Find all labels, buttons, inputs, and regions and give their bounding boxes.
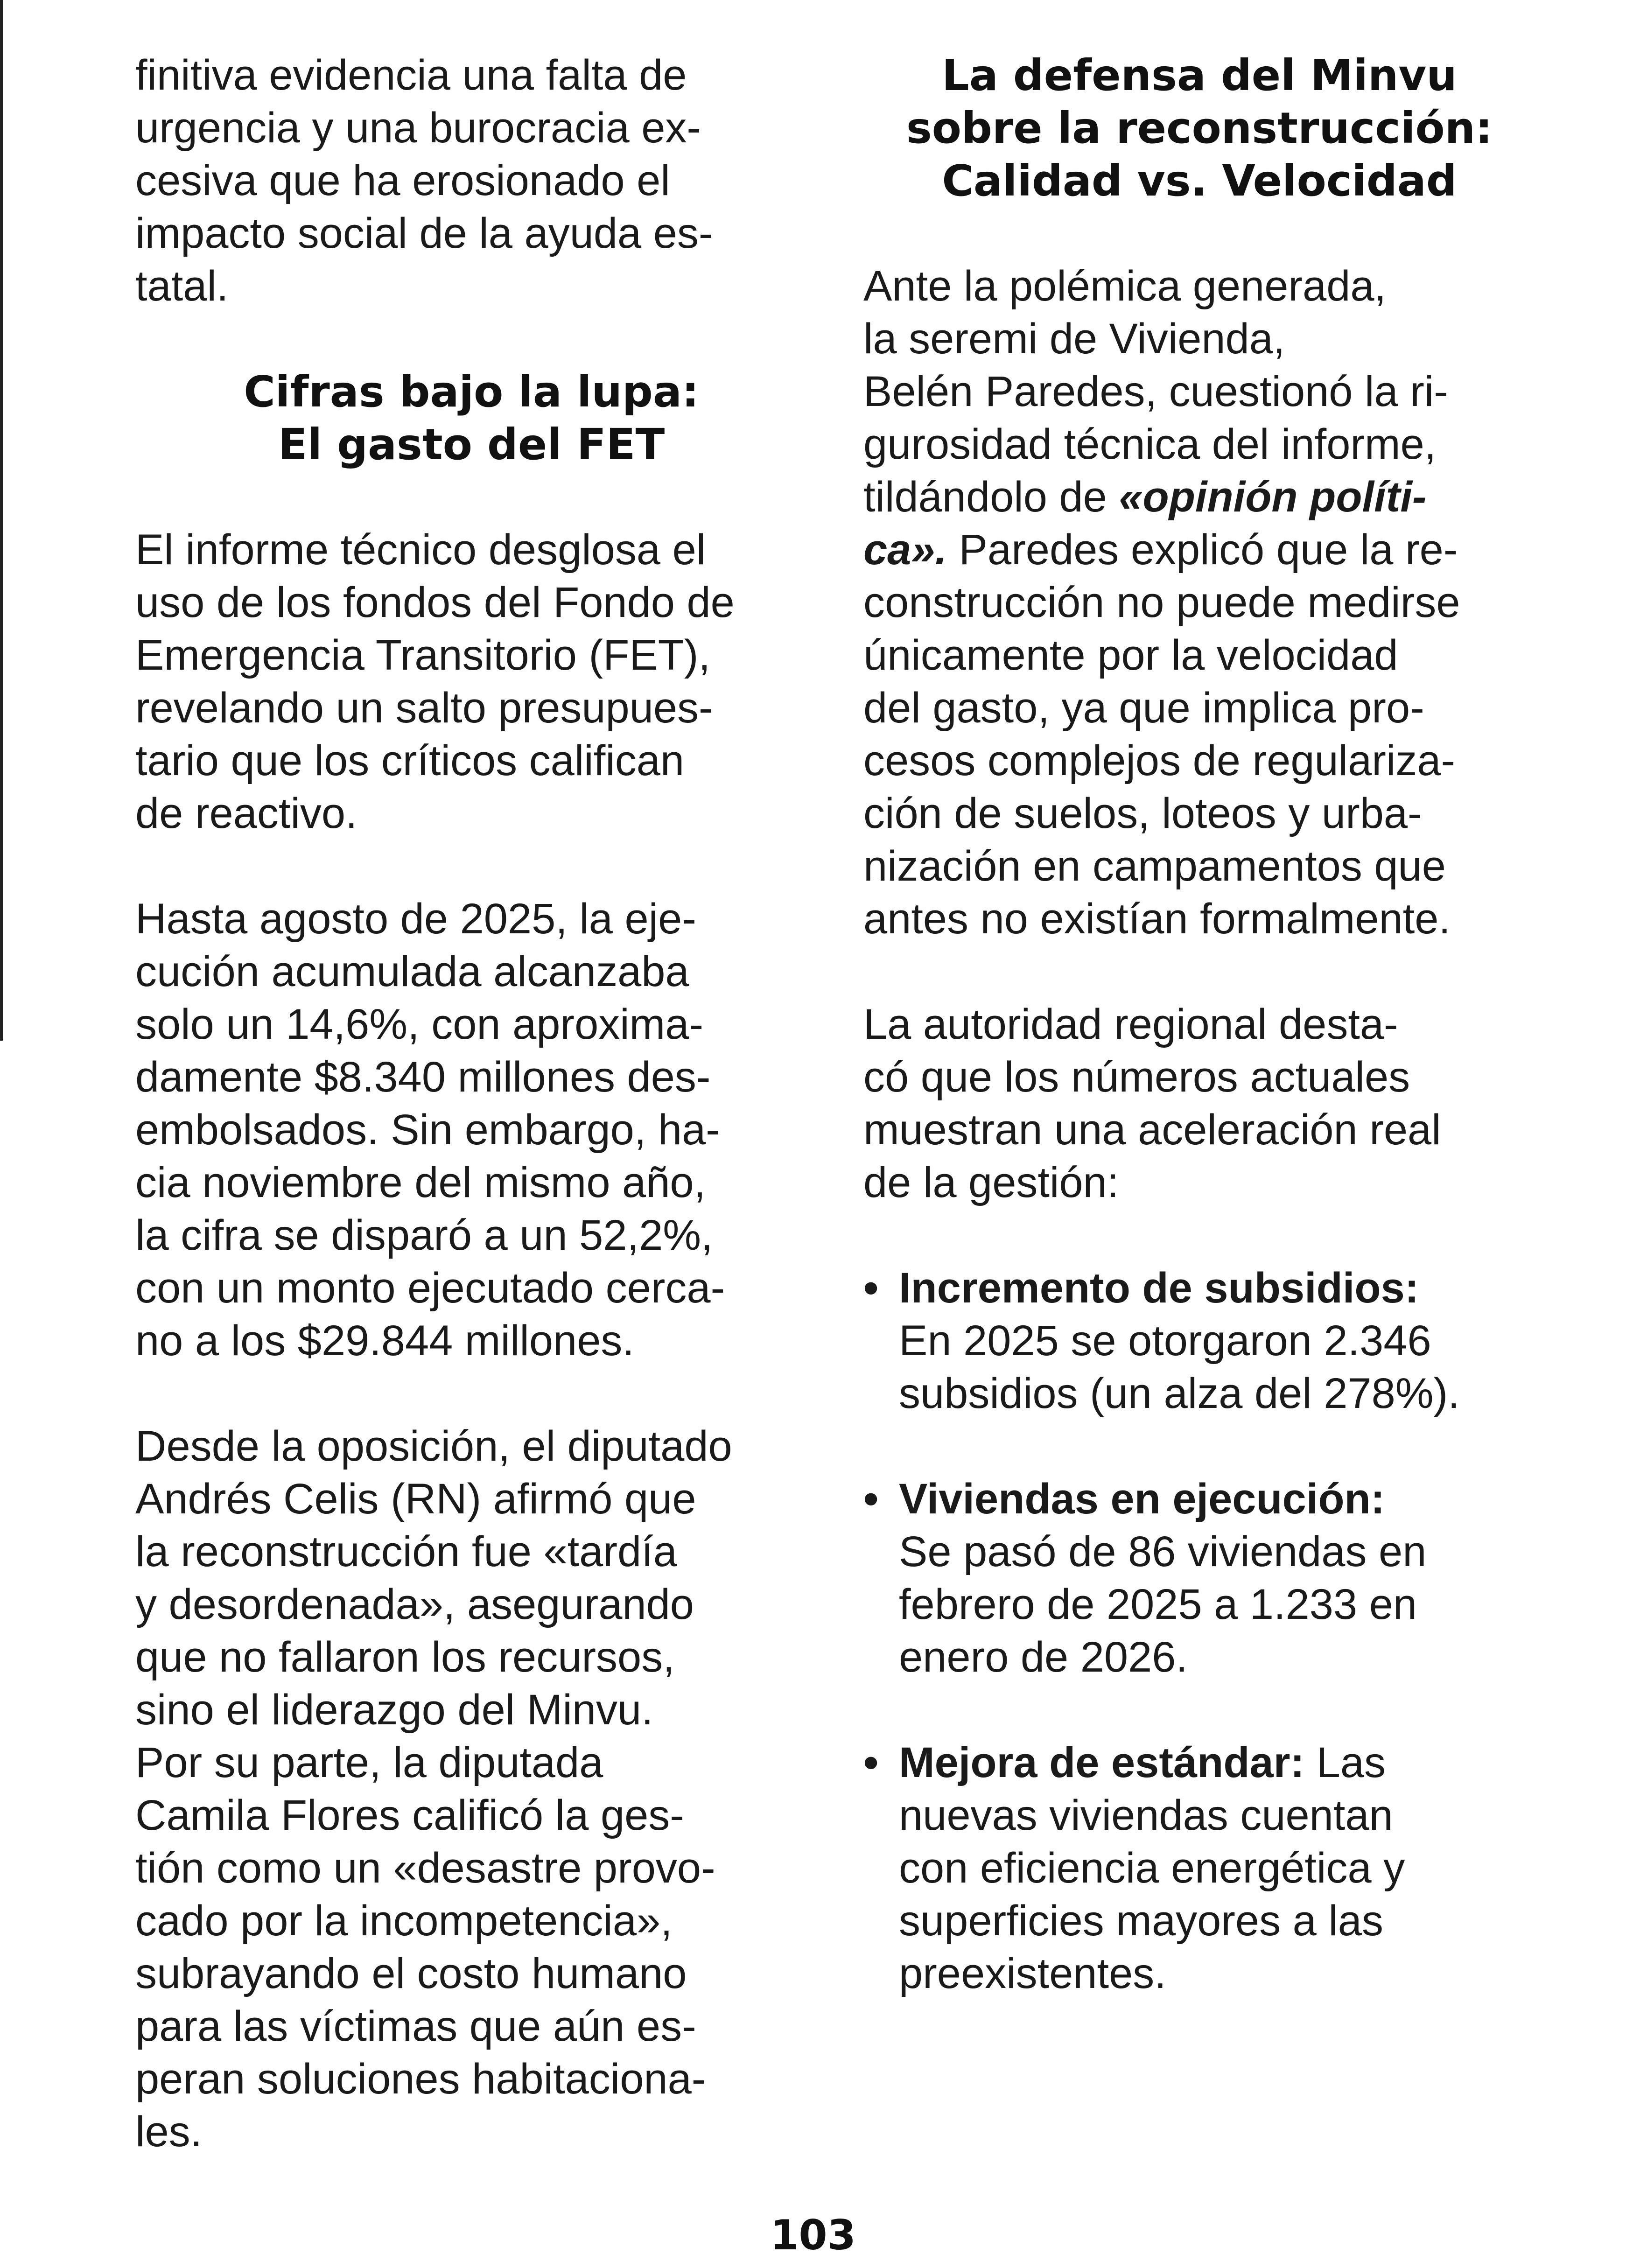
section-heading-cifras: Cifras bajo la lupa: El gasto del FET (244, 367, 699, 469)
paragraph-seremi-respuesta (863, 260, 1535, 945)
paragraph-autoridad-regional: La autoridad regional desta- có que los números actuales muestran una aceleración real de la gestión: (863, 1001, 1441, 1206)
bullet-item-viviendas (863, 1473, 1535, 1684)
paragraph-informe-tecnico: El informe técnico desglosa el uso de los fondos del Fondo de Emergencia Transitorio (FET), revelando un salto presupues- tario que los críticos califican de reactivo. (135, 526, 735, 837)
bullet-marker: • (863, 1475, 879, 1523)
paragraph-seremi-text-before: Ante la polémica generada, la seremi de Vivienda, Belén Paredes, cuestionó la ri- gurosidad técnica del informe, tildándolo de (863, 262, 1448, 521)
opinion-politica-emphasis: «opinión políti- ca». (863, 473, 1427, 574)
paragraph-oposicion: Desde la oposición, el diputado Andrés Celis (RN) afirmó que la reconstrucción fue «tardía y desordenada», asegurando que no fallaron los recursos, sino el liderazgo del Minvu. Por su parte, la diputada Camila Flores calificó la ges- tión como un «desastre provo- cado por la incompetencia», subrayando el costo humano para las víctimas que aún es- peran soluciones habitaciona- les. (135, 1422, 732, 2156)
bullet-list (863, 1262, 1535, 2000)
section-heading-defensa-minvu: La defensa del Minvu sobre la reconstrucción: Calidad vs. Velocidad (906, 50, 1493, 206)
bullet-text: Las nuevas viviendas cuentan con eficiencia energética y superficies mayores a las preexistentes. (899, 1739, 1405, 1997)
page-edge-rule (0, 0, 3, 1041)
bullet-marker: • (863, 1739, 879, 1786)
bullet-text: En 2025 se otorgaron 2.346 subsidios (un alza del 278%). (899, 1317, 1460, 1417)
bullet-item-estandar (863, 1736, 1535, 2000)
intro-paragraph: finitiva evidencia una falta de urgencia y una burocracia ex- cesiva que ha erosionado el impacto social de la ayuda es- tatal. (135, 51, 713, 310)
bullet-marker: • (863, 1264, 879, 1312)
right-column (863, 49, 1535, 2053)
paragraph-seremi-text-after: Paredes explicó que la re- construcción no puede medirse únicamente por la velocidad del gasto, ya que implica pro- cesos complejos de regulariza- ción de suelos, loteos y urba- nización en campamentos que antes no existían formalmente. (863, 526, 1460, 943)
bullet-text: Se pasó de 86 viviendas en febrero de 2025 a 1.233 en enero de 2026. (899, 1528, 1427, 1681)
bullet-item-subsidios (863, 1262, 1535, 1420)
bullet-title: Viviendas en ejecución: (899, 1475, 1385, 1523)
left-column (135, 49, 807, 2158)
bullet-title: Incremento de subsidios: (899, 1264, 1419, 1312)
bullet-title: Mejora de estándar: (899, 1739, 1305, 1786)
page-number: 103 (770, 2211, 856, 2259)
paragraph-ejecucion-acumulada: Hasta agosto de 2025, la eje- cución acumulada alcanzaba solo un 14,6%, con aproxima- damente $8.340 millones des- embolsados. Sin embargo, ha- cia noviembre del mismo año, la cifra se disparó a un 52,2%, con un monto ejecutado cerca- no a los $29.844 millones. (135, 895, 725, 1365)
